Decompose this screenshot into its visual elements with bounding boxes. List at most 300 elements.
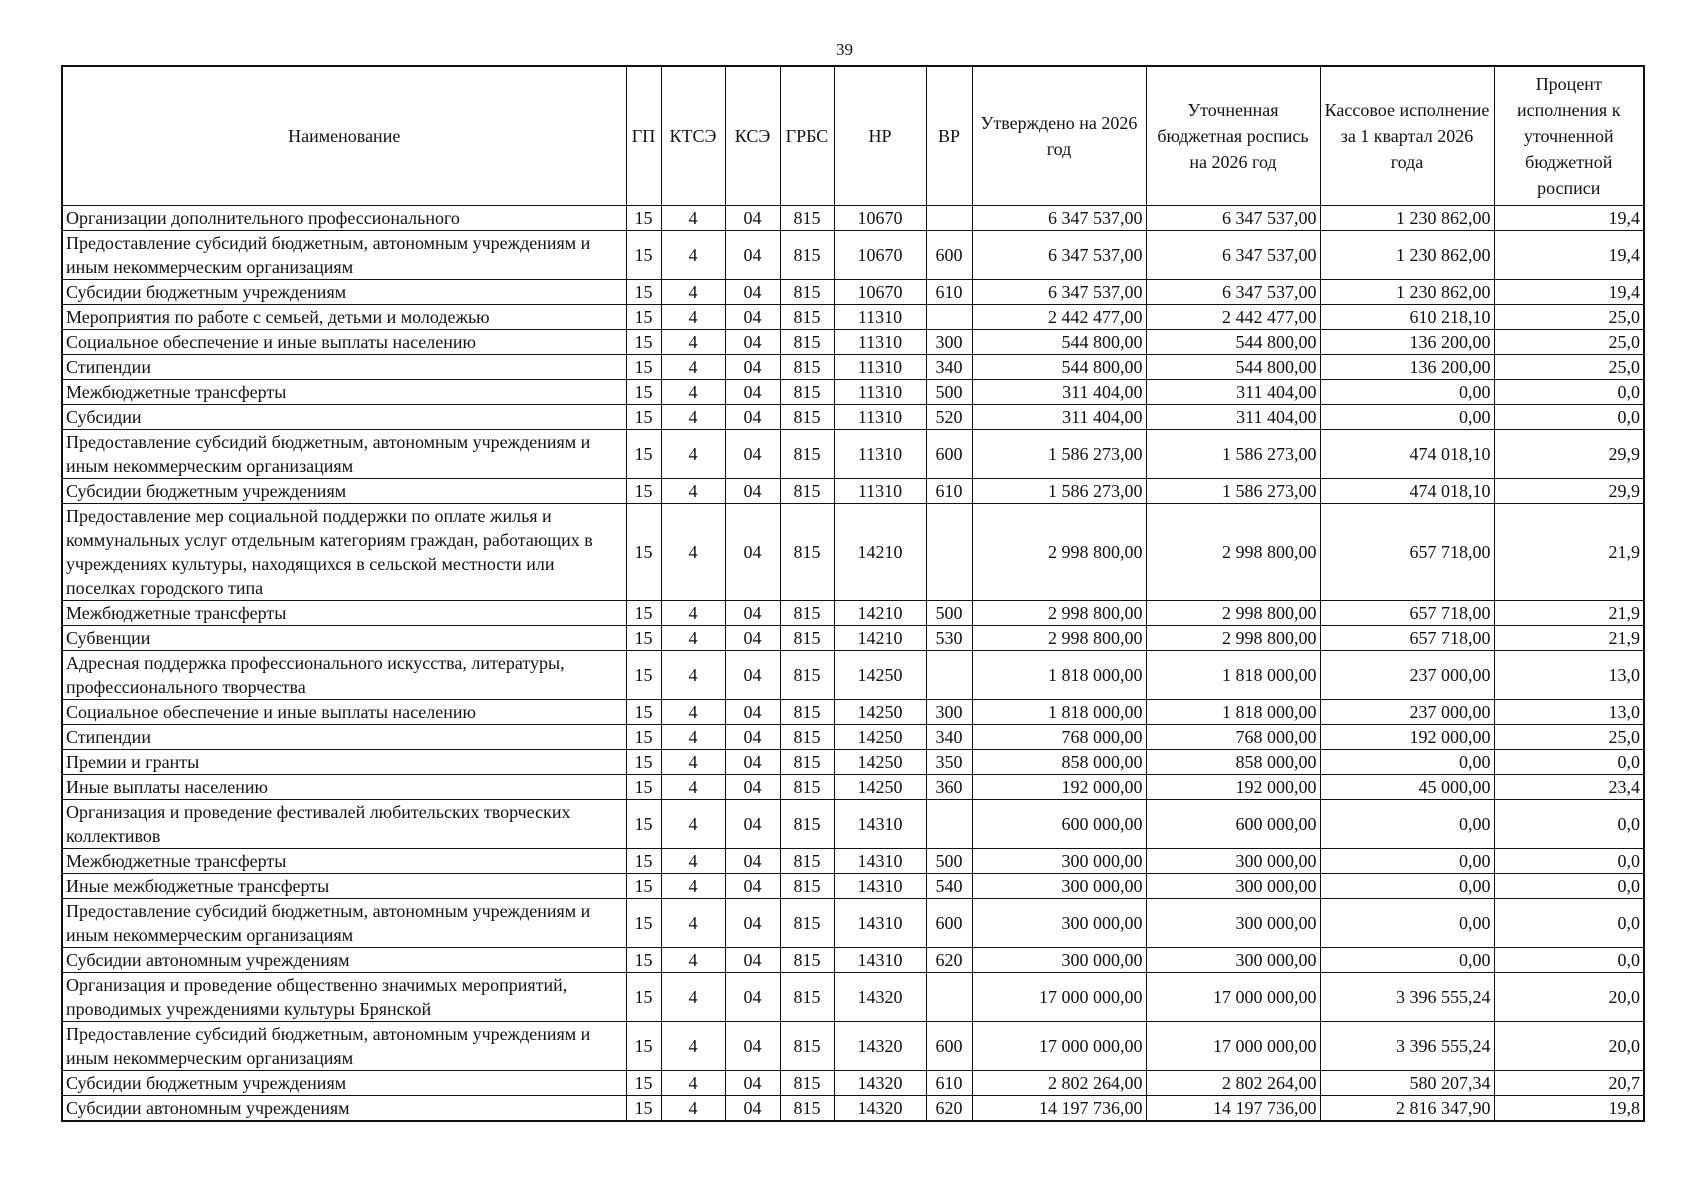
cell-nr: 14210 <box>834 601 926 626</box>
cell-percent: 19,4 <box>1494 206 1644 231</box>
cell-vr: 520 <box>926 405 972 430</box>
cell-percent: 25,0 <box>1494 305 1644 330</box>
cell-gp: 15 <box>626 405 661 430</box>
cell-nr: 14310 <box>834 948 926 973</box>
cell-refined: 300 000,00 <box>1146 874 1320 899</box>
cell-vr <box>926 504 972 601</box>
cell-vr <box>926 305 972 330</box>
cell-vr: 360 <box>926 775 972 800</box>
cell-refined: 6 347 537,00 <box>1146 206 1320 231</box>
cell-grbs: 815 <box>780 849 834 874</box>
cell-approved: 6 347 537,00 <box>972 206 1146 231</box>
cell-gp: 15 <box>626 899 661 948</box>
cell-percent: 20,0 <box>1494 973 1644 1022</box>
header-approved: Утверждено на 2026 год <box>972 66 1146 206</box>
cell-nr: 14250 <box>834 750 926 775</box>
cell-cash: 1 230 862,00 <box>1320 280 1494 305</box>
cell-cash: 1 230 862,00 <box>1320 231 1494 280</box>
cell-cash: 2 816 347,90 <box>1320 1096 1494 1122</box>
cell-ktse: 4 <box>661 874 725 899</box>
cell-ktse: 4 <box>661 405 725 430</box>
cell-vr: 600 <box>926 231 972 280</box>
cell-ktse: 4 <box>661 305 725 330</box>
cell-gp: 15 <box>626 231 661 280</box>
cell-kse: 04 <box>725 1096 780 1122</box>
cell-kse: 04 <box>725 305 780 330</box>
cell-name: Межбюджетные трансферты <box>62 849 626 874</box>
cell-gp: 15 <box>626 479 661 504</box>
table-row <box>62 1071 1644 1096</box>
cell-percent: 0,0 <box>1494 948 1644 973</box>
table-row <box>62 330 1644 355</box>
cell-approved: 17 000 000,00 <box>972 1022 1146 1071</box>
cell-cash: 657 718,00 <box>1320 504 1494 601</box>
cell-nr: 14210 <box>834 626 926 651</box>
cell-approved: 6 347 537,00 <box>972 280 1146 305</box>
cell-cash: 610 218,10 <box>1320 305 1494 330</box>
cell-refined: 768 000,00 <box>1146 725 1320 750</box>
cell-nr: 14310 <box>834 874 926 899</box>
cell-name: Предоставление субсидий бюджетным, автономным учреждениям и иным некоммерческим организациям <box>62 231 626 280</box>
cell-grbs: 815 <box>780 775 834 800</box>
table-row <box>62 280 1644 305</box>
cell-vr: 540 <box>926 874 972 899</box>
table-row <box>62 430 1644 479</box>
cell-nr: 11310 <box>834 405 926 430</box>
cell-approved: 2 802 264,00 <box>972 1071 1146 1096</box>
page-number: 39 <box>836 40 853 59</box>
cell-percent: 21,9 <box>1494 626 1644 651</box>
cell-refined: 311 404,00 <box>1146 405 1320 430</box>
cell-name: Социальное обеспечение и иные выплаты населению <box>62 700 626 725</box>
cell-nr: 14320 <box>834 1022 926 1071</box>
cell-refined: 17 000 000,00 <box>1146 973 1320 1022</box>
cell-nr: 10670 <box>834 206 926 231</box>
header-kse: КСЭ <box>725 66 780 206</box>
cell-vr: 530 <box>926 626 972 651</box>
cell-cash: 474 018,10 <box>1320 479 1494 504</box>
cell-name: Стипендии <box>62 355 626 380</box>
cell-vr: 620 <box>926 1096 972 1122</box>
cell-percent: 20,7 <box>1494 1071 1644 1096</box>
cell-name: Субсидии автономным учреждениям <box>62 1096 626 1122</box>
cell-name: Организация и проведение фестивалей любительских творческих коллективов <box>62 800 626 849</box>
cell-approved: 192 000,00 <box>972 775 1146 800</box>
cell-kse: 04 <box>725 700 780 725</box>
cell-kse: 04 <box>725 750 780 775</box>
cell-vr: 500 <box>926 601 972 626</box>
cell-approved: 2 998 800,00 <box>972 504 1146 601</box>
cell-gp: 15 <box>626 601 661 626</box>
cell-ktse: 4 <box>661 1071 725 1096</box>
header-percent: Процент исполнения к уточненной бюджетной росписи <box>1494 66 1644 206</box>
cell-nr: 11310 <box>834 305 926 330</box>
cell-cash: 3 396 555,24 <box>1320 973 1494 1022</box>
table-row <box>62 1096 1644 1122</box>
cell-gp: 15 <box>626 775 661 800</box>
cell-ktse: 4 <box>661 601 725 626</box>
cell-ktse: 4 <box>661 800 725 849</box>
cell-kse: 04 <box>725 874 780 899</box>
cell-vr: 600 <box>926 1022 972 1071</box>
cell-percent: 13,0 <box>1494 651 1644 700</box>
cell-approved: 600 000,00 <box>972 800 1146 849</box>
cell-refined: 300 000,00 <box>1146 899 1320 948</box>
cell-kse: 04 <box>725 948 780 973</box>
cell-percent: 0,0 <box>1494 874 1644 899</box>
cell-approved: 858 000,00 <box>972 750 1146 775</box>
cell-approved: 2 998 800,00 <box>972 601 1146 626</box>
cell-gp: 15 <box>626 206 661 231</box>
cell-name: Субсидии бюджетным учреждениям <box>62 1071 626 1096</box>
table-header-row <box>62 66 1644 206</box>
cell-approved: 544 800,00 <box>972 330 1146 355</box>
table-row <box>62 700 1644 725</box>
cell-approved: 1 586 273,00 <box>972 479 1146 504</box>
cell-gp: 15 <box>626 430 661 479</box>
cell-nr: 14320 <box>834 1071 926 1096</box>
cell-nr: 10670 <box>834 231 926 280</box>
cell-refined: 1 586 273,00 <box>1146 430 1320 479</box>
cell-refined: 2 442 477,00 <box>1146 305 1320 330</box>
cell-grbs: 815 <box>780 206 834 231</box>
table-row <box>62 725 1644 750</box>
cell-refined: 1 586 273,00 <box>1146 479 1320 504</box>
cell-grbs: 815 <box>780 1022 834 1071</box>
cell-name: Иные выплаты населению <box>62 775 626 800</box>
cell-name: Предоставление мер социальной поддержки по оплате жилья и коммунальных услуг отдельным категориям граждан, работающих в учреждениях культуры, находящихся в сельской местности или поселках городского типа <box>62 504 626 601</box>
cell-approved: 300 000,00 <box>972 849 1146 874</box>
cell-vr: 340 <box>926 355 972 380</box>
cell-kse: 04 <box>725 899 780 948</box>
cell-grbs: 815 <box>780 305 834 330</box>
cell-cash: 474 018,10 <box>1320 430 1494 479</box>
cell-ktse: 4 <box>661 651 725 700</box>
header-grbs: ГРБС <box>780 66 834 206</box>
cell-refined: 2 998 800,00 <box>1146 504 1320 601</box>
cell-grbs: 815 <box>780 973 834 1022</box>
cell-grbs: 815 <box>780 948 834 973</box>
cell-name: Субсидии бюджетным учреждениям <box>62 280 626 305</box>
cell-grbs: 815 <box>780 330 834 355</box>
table-row <box>62 206 1644 231</box>
cell-name: Предоставление субсидий бюджетным, автономным учреждениям и иным некоммерческим организациям <box>62 1022 626 1071</box>
table-row <box>62 601 1644 626</box>
cell-gp: 15 <box>626 874 661 899</box>
cell-vr: 340 <box>926 725 972 750</box>
table-row <box>62 948 1644 973</box>
cell-nr: 11310 <box>834 355 926 380</box>
cell-kse: 04 <box>725 330 780 355</box>
cell-cash: 0,00 <box>1320 899 1494 948</box>
cell-nr: 14250 <box>834 775 926 800</box>
cell-ktse: 4 <box>661 1022 725 1071</box>
cell-grbs: 815 <box>780 601 834 626</box>
cell-kse: 04 <box>725 601 780 626</box>
table-row <box>62 405 1644 430</box>
cell-nr: 14310 <box>834 800 926 849</box>
cell-ktse: 4 <box>661 1096 725 1122</box>
cell-name: Организация и проведение общественно значимых мероприятий, проводимых учреждениями культуры Брянской <box>62 973 626 1022</box>
cell-grbs: 815 <box>780 651 834 700</box>
cell-kse: 04 <box>725 626 780 651</box>
cell-grbs: 815 <box>780 700 834 725</box>
cell-vr: 300 <box>926 330 972 355</box>
cell-grbs: 815 <box>780 405 834 430</box>
cell-vr: 600 <box>926 899 972 948</box>
cell-name: Межбюджетные трансферты <box>62 380 626 405</box>
cell-vr <box>926 651 972 700</box>
cell-approved: 768 000,00 <box>972 725 1146 750</box>
table-row <box>62 874 1644 899</box>
cell-refined: 14 197 736,00 <box>1146 1096 1320 1122</box>
cell-ktse: 4 <box>661 206 725 231</box>
cell-approved: 1 586 273,00 <box>972 430 1146 479</box>
cell-ktse: 4 <box>661 750 725 775</box>
cell-ktse: 4 <box>661 231 725 280</box>
cell-grbs: 815 <box>780 479 834 504</box>
cell-approved: 311 404,00 <box>972 405 1146 430</box>
header-ktse: КТСЭ <box>661 66 725 206</box>
cell-ktse: 4 <box>661 626 725 651</box>
cell-percent: 21,9 <box>1494 504 1644 601</box>
cell-percent: 20,0 <box>1494 1022 1644 1071</box>
cell-kse: 04 <box>725 231 780 280</box>
cell-refined: 300 000,00 <box>1146 948 1320 973</box>
cell-nr: 10670 <box>834 280 926 305</box>
header-name: Наименование <box>62 66 626 206</box>
cell-name: Стипендии <box>62 725 626 750</box>
cell-cash: 657 718,00 <box>1320 601 1494 626</box>
cell-gp: 15 <box>626 305 661 330</box>
cell-approved: 544 800,00 <box>972 355 1146 380</box>
table-row <box>62 626 1644 651</box>
cell-approved: 300 000,00 <box>972 874 1146 899</box>
cell-percent: 21,9 <box>1494 601 1644 626</box>
table-row <box>62 750 1644 775</box>
cell-percent: 19,8 <box>1494 1096 1644 1122</box>
cell-kse: 04 <box>725 430 780 479</box>
cell-cash: 1 230 862,00 <box>1320 206 1494 231</box>
header-cash: Кассовое исполнение за 1 квартал 2026 года <box>1320 66 1494 206</box>
cell-name: Мероприятия по работе с семьей, детьми и молодежью <box>62 305 626 330</box>
cell-kse: 04 <box>725 405 780 430</box>
cell-nr: 11310 <box>834 479 926 504</box>
cell-name: Организации дополнительного профессионального <box>62 206 626 231</box>
cell-percent: 19,4 <box>1494 231 1644 280</box>
cell-name: Субсидии автономным учреждениям <box>62 948 626 973</box>
cell-gp: 15 <box>626 700 661 725</box>
cell-name: Предоставление субсидий бюджетным, автономным учреждениям и иным некоммерческим организациям <box>62 899 626 948</box>
cell-vr: 500 <box>926 380 972 405</box>
cell-grbs: 815 <box>780 750 834 775</box>
cell-name: Предоставление субсидий бюджетным, автономным учреждениям и иным некоммерческим организациям <box>62 430 626 479</box>
cell-kse: 04 <box>725 800 780 849</box>
cell-gp: 15 <box>626 849 661 874</box>
cell-refined: 311 404,00 <box>1146 380 1320 405</box>
cell-ktse: 4 <box>661 725 725 750</box>
cell-cash: 0,00 <box>1320 405 1494 430</box>
cell-cash: 580 207,34 <box>1320 1071 1494 1096</box>
cell-ktse: 4 <box>661 380 725 405</box>
cell-nr: 11310 <box>834 380 926 405</box>
cell-percent: 19,4 <box>1494 280 1644 305</box>
cell-gp: 15 <box>626 800 661 849</box>
cell-grbs: 815 <box>780 899 834 948</box>
cell-grbs: 815 <box>780 231 834 280</box>
cell-approved: 14 197 736,00 <box>972 1096 1146 1122</box>
table-row <box>62 380 1644 405</box>
cell-grbs: 815 <box>780 626 834 651</box>
cell-vr: 610 <box>926 479 972 504</box>
cell-nr: 14310 <box>834 899 926 948</box>
cell-gp: 15 <box>626 973 661 1022</box>
cell-vr: 610 <box>926 280 972 305</box>
cell-kse: 04 <box>725 1071 780 1096</box>
cell-nr: 14310 <box>834 849 926 874</box>
table-row <box>62 1022 1644 1071</box>
cell-gp: 15 <box>626 355 661 380</box>
cell-nr: 14250 <box>834 651 926 700</box>
table-row <box>62 849 1644 874</box>
cell-grbs: 815 <box>780 800 834 849</box>
cell-vr: 610 <box>926 1071 972 1096</box>
cell-percent: 0,0 <box>1494 750 1644 775</box>
cell-grbs: 815 <box>780 1071 834 1096</box>
cell-refined: 1 818 000,00 <box>1146 651 1320 700</box>
cell-nr: 14320 <box>834 1096 926 1122</box>
cell-cash: 136 200,00 <box>1320 330 1494 355</box>
cell-percent: 0,0 <box>1494 849 1644 874</box>
cell-ktse: 4 <box>661 280 725 305</box>
cell-gp: 15 <box>626 948 661 973</box>
cell-refined: 300 000,00 <box>1146 849 1320 874</box>
cell-ktse: 4 <box>661 479 725 504</box>
cell-grbs: 815 <box>780 874 834 899</box>
cell-name: Социальное обеспечение и иные выплаты населению <box>62 330 626 355</box>
table-row <box>62 355 1644 380</box>
cell-ktse: 4 <box>661 430 725 479</box>
cell-cash: 0,00 <box>1320 380 1494 405</box>
cell-nr: 14210 <box>834 504 926 601</box>
cell-vr <box>926 800 972 849</box>
cell-refined: 6 347 537,00 <box>1146 280 1320 305</box>
cell-ktse: 4 <box>661 849 725 874</box>
cell-approved: 6 347 537,00 <box>972 231 1146 280</box>
cell-cash: 237 000,00 <box>1320 651 1494 700</box>
cell-nr: 11310 <box>834 330 926 355</box>
table-row <box>62 479 1644 504</box>
table-row <box>62 973 1644 1022</box>
cell-refined: 2 998 800,00 <box>1146 601 1320 626</box>
cell-vr: 350 <box>926 750 972 775</box>
cell-kse: 04 <box>725 1022 780 1071</box>
cell-nr: 14250 <box>834 700 926 725</box>
header-nr: НР <box>834 66 926 206</box>
cell-grbs: 815 <box>780 355 834 380</box>
cell-grbs: 815 <box>780 1096 834 1122</box>
cell-approved: 1 818 000,00 <box>972 651 1146 700</box>
cell-refined: 600 000,00 <box>1146 800 1320 849</box>
cell-ktse: 4 <box>661 504 725 601</box>
cell-percent: 25,0 <box>1494 725 1644 750</box>
cell-refined: 544 800,00 <box>1146 355 1320 380</box>
cell-cash: 657 718,00 <box>1320 626 1494 651</box>
cell-approved: 2 442 477,00 <box>972 305 1146 330</box>
cell-percent: 23,4 <box>1494 775 1644 800</box>
header-gp: ГП <box>626 66 661 206</box>
cell-kse: 04 <box>725 849 780 874</box>
cell-cash: 3 396 555,24 <box>1320 1022 1494 1071</box>
cell-ktse: 4 <box>661 330 725 355</box>
cell-percent: 0,0 <box>1494 899 1644 948</box>
cell-kse: 04 <box>725 355 780 380</box>
cell-percent: 13,0 <box>1494 700 1644 725</box>
table-row <box>62 504 1644 601</box>
cell-kse: 04 <box>725 479 780 504</box>
table-row <box>62 305 1644 330</box>
cell-name: Адресная поддержка профессионального искусства, литературы, профессионального творчества <box>62 651 626 700</box>
cell-refined: 544 800,00 <box>1146 330 1320 355</box>
cell-refined: 6 347 537,00 <box>1146 231 1320 280</box>
cell-cash: 0,00 <box>1320 948 1494 973</box>
cell-grbs: 815 <box>780 280 834 305</box>
cell-percent: 29,9 <box>1494 479 1644 504</box>
header-refined: Уточненная бюджетная роспись на 2026 год <box>1146 66 1320 206</box>
cell-name: Субвенции <box>62 626 626 651</box>
cell-refined: 17 000 000,00 <box>1146 1022 1320 1071</box>
cell-percent: 0,0 <box>1494 405 1644 430</box>
cell-cash: 0,00 <box>1320 750 1494 775</box>
cell-approved: 2 998 800,00 <box>972 626 1146 651</box>
table-body <box>62 206 1644 1122</box>
table-row <box>62 231 1644 280</box>
cell-percent: 25,0 <box>1494 330 1644 355</box>
cell-approved: 17 000 000,00 <box>972 973 1146 1022</box>
cell-gp: 15 <box>626 725 661 750</box>
cell-cash: 45 000,00 <box>1320 775 1494 800</box>
cell-gp: 15 <box>626 330 661 355</box>
cell-gp: 15 <box>626 750 661 775</box>
cell-refined: 2 802 264,00 <box>1146 1071 1320 1096</box>
cell-approved: 1 818 000,00 <box>972 700 1146 725</box>
cell-gp: 15 <box>626 1022 661 1071</box>
cell-grbs: 815 <box>780 430 834 479</box>
cell-kse: 04 <box>725 775 780 800</box>
cell-percent: 25,0 <box>1494 355 1644 380</box>
cell-ktse: 4 <box>661 700 725 725</box>
cell-kse: 04 <box>725 380 780 405</box>
cell-percent: 29,9 <box>1494 430 1644 479</box>
cell-gp: 15 <box>626 504 661 601</box>
cell-approved: 300 000,00 <box>972 948 1146 973</box>
cell-name: Премии и гранты <box>62 750 626 775</box>
cell-vr <box>926 973 972 1022</box>
cell-grbs: 815 <box>780 725 834 750</box>
cell-gp: 15 <box>626 1071 661 1096</box>
cell-ktse: 4 <box>661 948 725 973</box>
cell-vr: 600 <box>926 430 972 479</box>
cell-name: Субсидии <box>62 405 626 430</box>
cell-gp: 15 <box>626 280 661 305</box>
cell-name: Иные межбюджетные трансферты <box>62 874 626 899</box>
cell-nr: 14250 <box>834 725 926 750</box>
cell-vr <box>926 206 972 231</box>
table-row <box>62 800 1644 849</box>
table-row <box>62 899 1644 948</box>
cell-kse: 04 <box>725 280 780 305</box>
cell-ktse: 4 <box>661 973 725 1022</box>
